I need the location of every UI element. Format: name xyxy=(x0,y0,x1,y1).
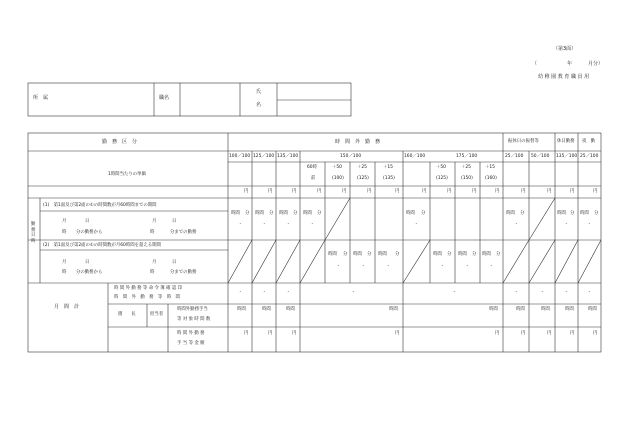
sub-150-bot: (135) xyxy=(383,176,395,181)
position-label: 職名 xyxy=(159,95,170,101)
footer-dot: ・ xyxy=(238,290,243,295)
sub-175-top: ＋50 xyxy=(436,165,446,170)
sub-175-bot: (160) xyxy=(485,176,497,181)
row1-hours: 時間 xyxy=(506,211,515,216)
footer-confirm-label: 時 間 外 勤 務 等 命 令 簿 確 認 印 xyxy=(114,286,183,291)
row2-hours: 時間 xyxy=(328,252,337,257)
row1-minutes: 分 xyxy=(421,211,426,216)
sub-175-bot: (150) xyxy=(461,176,473,181)
footer-hours: 時間 xyxy=(565,307,574,312)
sub-175-top: ＋15 xyxy=(485,165,495,170)
footer-yen: 円 xyxy=(521,331,526,336)
date-open-paren: （ xyxy=(532,61,538,67)
form-number: （第3面） xyxy=(553,46,577,52)
unit-price-label: 1時間当たりの単価 xyxy=(108,172,146,177)
row1-dot: ・ xyxy=(414,222,419,227)
footer-hours: 時間 xyxy=(516,307,525,312)
row2-minutes: 分 xyxy=(496,252,501,257)
row2-hours: 時間 xyxy=(378,252,387,257)
year-label: 年 xyxy=(567,61,573,67)
rate-160: 160／100 xyxy=(404,154,426,159)
affiliation-label: 所 属 xyxy=(33,95,49,101)
row1-to-hour: 時 xyxy=(150,230,155,235)
row1-dot: ・ xyxy=(262,222,267,227)
rate-100: 100／100 xyxy=(229,154,251,159)
footer-hours: 時間 xyxy=(262,307,271,312)
footer-hours: 時間 xyxy=(286,307,295,312)
footer-hours: 時間 xyxy=(588,307,597,312)
row2-from-hour: 時 xyxy=(62,270,67,275)
footer-yen: 円 xyxy=(268,331,273,336)
row1-dot: ・ xyxy=(564,222,569,227)
name-label-1: 氏 xyxy=(256,89,262,95)
yen-unit: 円 xyxy=(495,189,500,194)
footer-dot: ・ xyxy=(262,290,267,295)
footer-yen: 円 xyxy=(593,331,598,336)
form-title: 幼 稚 園 教 育 職 員 用 xyxy=(538,74,590,80)
yen-unit: 円 xyxy=(547,189,552,194)
row1-minutes: 分 xyxy=(245,211,250,216)
row2-dot: ・ xyxy=(336,264,341,269)
row1-dot: ・ xyxy=(238,222,243,227)
footer-yen: 円 xyxy=(570,331,575,336)
row2-to-text: 分までの勤務 xyxy=(170,270,197,275)
col-holiday-header: 休日勤務 xyxy=(557,139,575,144)
footer-dot: ・ xyxy=(564,290,569,295)
yen-unit: 円 xyxy=(447,189,452,194)
row2-to-hour: 時 xyxy=(150,270,155,275)
footer-hours: 時間 xyxy=(489,307,498,312)
footer-hours: 時間 xyxy=(237,307,246,312)
monthly-total-label: 月 間 計 xyxy=(54,304,80,310)
rate-25-night: 25／100 xyxy=(580,154,599,159)
row1-hours: 時間 xyxy=(580,211,589,216)
row1-month-to: 月 xyxy=(152,219,157,224)
row2-hours: 時間 xyxy=(458,252,467,257)
row1-hours: 時間 xyxy=(557,211,566,216)
row2-dot: ・ xyxy=(440,264,445,269)
row1-dot: ・ xyxy=(286,222,291,227)
sub-150-top: ＋25 xyxy=(357,165,367,170)
row1-day-to: 日 xyxy=(172,219,177,224)
row1-dot: ・ xyxy=(514,222,519,227)
row1-hours: 時間 xyxy=(255,211,264,216)
yen-unit: 円 xyxy=(521,189,526,194)
rate-50-sub: 50／100 xyxy=(531,154,550,159)
row2-dot: ・ xyxy=(386,264,391,269)
yen-unit: 円 xyxy=(342,189,347,194)
allowance-amount-label-1: 時 間 外 勤 務 xyxy=(177,331,205,336)
row1-title: (1) 第1面及び第2面の①の時間数が月60時間までの期間 xyxy=(43,203,157,208)
row1-month: 月 xyxy=(62,219,67,224)
row1-hours: 時間 xyxy=(279,211,288,216)
yen-unit: 円 xyxy=(395,189,400,194)
footer-dot: ・ xyxy=(351,290,356,295)
row2-month-to: 月 xyxy=(152,260,157,265)
footer-hours: 時間 xyxy=(541,307,550,312)
rate-135: 135／100 xyxy=(277,154,299,159)
rate-125: 125／100 xyxy=(253,154,275,159)
principal-label: 園 長 xyxy=(118,312,136,317)
sub-175-top: ＋25 xyxy=(461,165,471,170)
staff-in-charge-label: 担当者 xyxy=(150,312,164,317)
footer-dot: ・ xyxy=(286,290,291,295)
rate-135-holiday: 135／100 xyxy=(556,154,578,159)
name-label-2: 名 xyxy=(256,102,262,108)
row2-month: 月 xyxy=(62,260,67,265)
footer-dot: ・ xyxy=(587,290,592,295)
row2-minutes: 分 xyxy=(395,252,400,257)
sub-150-bot: (125) xyxy=(357,176,369,181)
row1-hours: 時間 xyxy=(303,211,312,216)
target-hours-label-2: 等 対 象 時 間 数 xyxy=(177,317,211,322)
yen-unit: 円 xyxy=(472,189,477,194)
yen-unit: 円 xyxy=(422,189,427,194)
yen-unit: 円 xyxy=(570,189,575,194)
row2-dot: ・ xyxy=(361,264,366,269)
row2-minutes: 分 xyxy=(447,252,452,257)
yen-unit: 円 xyxy=(317,189,322,194)
footer-yen: 円 xyxy=(495,331,500,336)
row2-day-to: 日 xyxy=(172,260,177,265)
row1-minutes: 分 xyxy=(520,211,525,216)
row1-day: 日 xyxy=(85,219,90,224)
row1-from-text: 分の勤務から xyxy=(76,230,103,235)
footer-hours-label: 時 間 外 勤 務 等 時 間 xyxy=(114,295,180,300)
sub-150-bot: (100) xyxy=(332,176,344,181)
yen-unit: 円 xyxy=(292,189,297,194)
row2-hours: 時間 xyxy=(482,252,491,257)
row2-dot: ・ xyxy=(489,264,494,269)
row2-title: (2) 第1面及び第2面の①の時間数が月60時間を超える期間 xyxy=(43,243,161,248)
allowance-amount-label-2: 手 当 等 金 額 xyxy=(177,341,205,346)
footer-hours: 時間 xyxy=(389,307,398,312)
col-overtime-header: 時 間 外 勤 務 xyxy=(335,139,381,145)
row1-hours: 時間 xyxy=(406,211,415,216)
footer-dot: ・ xyxy=(514,290,519,295)
row2-minutes: 分 xyxy=(343,252,348,257)
row1-hours: 時間 xyxy=(231,211,240,216)
row2-minutes: 分 xyxy=(367,252,372,257)
row2-hours: 時間 xyxy=(433,252,442,257)
row1-dot: ・ xyxy=(587,222,592,227)
footer-dot: ・ xyxy=(452,290,457,295)
sub-150-top: ＋15 xyxy=(383,165,393,170)
footer-yen: 円 xyxy=(292,331,297,336)
row1-dot: ・ xyxy=(310,222,315,227)
sub-60-label-2: 前 xyxy=(311,176,316,181)
footer-dot: ・ xyxy=(540,290,545,295)
yen-unit: 円 xyxy=(268,189,273,194)
month-label: 月分） xyxy=(588,61,604,67)
footer-yen: 円 xyxy=(244,331,249,336)
row1-from-hour: 時 xyxy=(62,230,67,235)
sub-60-label-1: 60時 xyxy=(307,165,317,170)
sub-150-top: ＋50 xyxy=(332,165,342,170)
rate-25-sub: 25／100 xyxy=(505,154,524,159)
footer-yen: 円 xyxy=(395,331,400,336)
yen-unit: 円 xyxy=(367,189,372,194)
footer-yen: 円 xyxy=(547,331,552,336)
sub-175-bot: (125) xyxy=(436,176,448,181)
work-datetime-side-label: 勤務日時 xyxy=(31,222,36,244)
target-hours-label-1: 時間外勤務手当 xyxy=(177,307,208,312)
row1-minutes: 分 xyxy=(570,211,575,216)
col-night-header: 夜 勤 xyxy=(582,139,596,144)
row2-hours: 時間 xyxy=(353,252,362,257)
rate-150: 150／100 xyxy=(340,154,362,159)
row2-day: 日 xyxy=(85,260,90,265)
rate-175: 175／100 xyxy=(456,154,478,159)
row1-minutes: 分 xyxy=(317,211,322,216)
row2-minutes: 分 xyxy=(472,252,477,257)
row2-from-text: 分の勤務から xyxy=(76,270,103,275)
yen-unit: 円 xyxy=(244,189,249,194)
row1-minutes: 分 xyxy=(269,211,274,216)
col-category-header: 勤 務 区 分 xyxy=(102,139,138,145)
row1-minutes: 分 xyxy=(293,211,298,216)
row1-to-text: 分までの勤務 xyxy=(170,230,197,235)
yen-unit: 円 xyxy=(593,189,598,194)
row2-dot: ・ xyxy=(465,264,470,269)
row1-minutes: 分 xyxy=(594,211,599,216)
col-sub-holiday-header: 振休日の振替等 xyxy=(508,139,539,144)
